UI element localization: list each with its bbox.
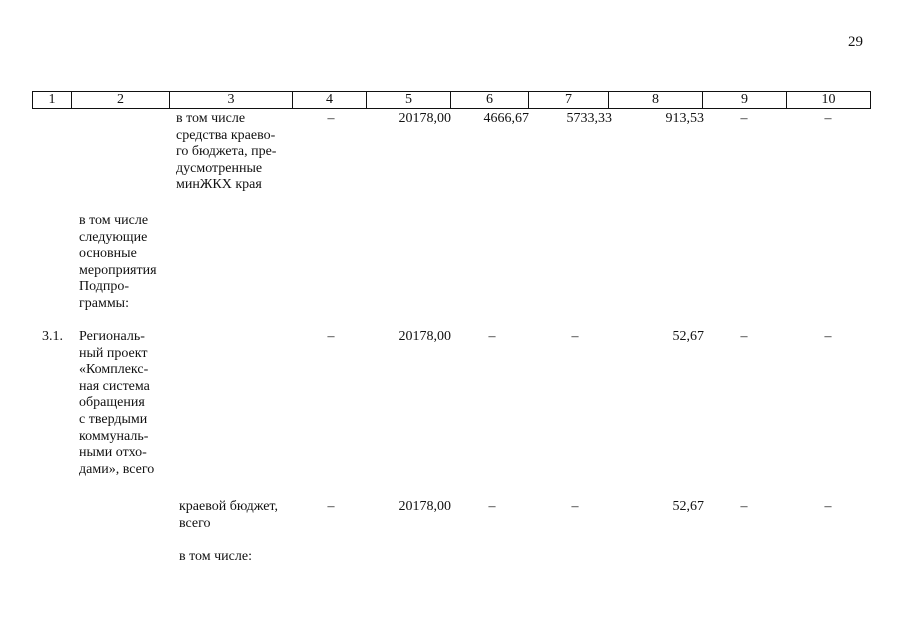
row1-col5: 20178,00 bbox=[398, 111, 451, 126]
text-line: минЖКХ края bbox=[176, 177, 262, 193]
row5-col3-label: в том числе: bbox=[179, 549, 252, 564]
row4-col7: – bbox=[571, 499, 579, 514]
text-line: обращения bbox=[79, 395, 145, 411]
text-line: в том числе bbox=[176, 111, 246, 126]
text-line: Подпро- bbox=[79, 279, 129, 295]
row3-col8: 52,67 bbox=[672, 329, 704, 344]
text-line: «Комплекс- bbox=[79, 362, 149, 378]
row3-col10: – bbox=[824, 329, 832, 344]
text-line: всего bbox=[179, 515, 211, 531]
header-col-3: 3 bbox=[170, 92, 293, 109]
text-line: следующие bbox=[79, 229, 148, 245]
row3-col5: 20178,00 bbox=[398, 329, 451, 344]
row3-col9: – bbox=[740, 329, 748, 344]
text-line: го бюджета, пре- bbox=[176, 144, 277, 160]
text-line: дусмотренные bbox=[176, 160, 263, 176]
text-line: ными отхо- bbox=[79, 445, 147, 461]
header-col-1: 1 bbox=[33, 92, 72, 109]
text-line: с твердыми bbox=[79, 411, 148, 427]
row2-col2-description bbox=[79, 213, 166, 313]
header-col-2: 2 bbox=[72, 92, 170, 109]
text-line: краевой бюджет, bbox=[179, 499, 278, 514]
header-col-7: 7 bbox=[529, 92, 609, 109]
row4-col5: 20178,00 bbox=[398, 499, 451, 514]
row3-col7: – bbox=[571, 329, 579, 344]
text-line: средства краево- bbox=[176, 127, 276, 143]
row4-col6: – bbox=[488, 499, 496, 514]
text-line: Региональ- bbox=[79, 329, 145, 344]
header-col-9: 9 bbox=[703, 92, 787, 109]
row4-col9: – bbox=[740, 499, 748, 514]
row4-col10: – bbox=[824, 499, 832, 514]
row4-col4: – bbox=[327, 499, 335, 514]
row3-col6: – bbox=[488, 329, 496, 344]
text-line: коммуналь- bbox=[79, 428, 149, 444]
row4-col3-description bbox=[179, 499, 290, 532]
text-line: ный проект bbox=[79, 345, 148, 361]
row1-col6: 4666,67 bbox=[483, 111, 529, 126]
row3-col2-description bbox=[79, 329, 166, 478]
row1-col9: – bbox=[740, 111, 748, 126]
row1-col3-description bbox=[176, 111, 287, 194]
row1-col8: 913,53 bbox=[665, 111, 704, 126]
page-number: 29 bbox=[848, 34, 863, 50]
column-number-header bbox=[32, 91, 871, 109]
row3-col1-number: 3.1. bbox=[42, 329, 63, 344]
header-col-6: 6 bbox=[451, 92, 529, 109]
row1-col4: – bbox=[327, 111, 335, 126]
text-line: дами», всего bbox=[79, 461, 155, 477]
row1-col10: – bbox=[824, 111, 832, 126]
text-line: ная система bbox=[79, 378, 150, 394]
header-col-8: 8 bbox=[609, 92, 703, 109]
header-col-5: 5 bbox=[367, 92, 451, 109]
header-col-10: 10 bbox=[787, 92, 871, 109]
row4-col8: 52,67 bbox=[672, 499, 704, 514]
text-line: мероприятия bbox=[79, 262, 157, 278]
text-line: граммы: bbox=[79, 295, 129, 311]
header-col-4: 4 bbox=[293, 92, 367, 109]
text-line: основные bbox=[79, 246, 137, 262]
text-line: в том числе bbox=[79, 213, 149, 228]
row1-col7: 5733,33 bbox=[566, 111, 612, 126]
row3-col4: – bbox=[327, 329, 335, 344]
